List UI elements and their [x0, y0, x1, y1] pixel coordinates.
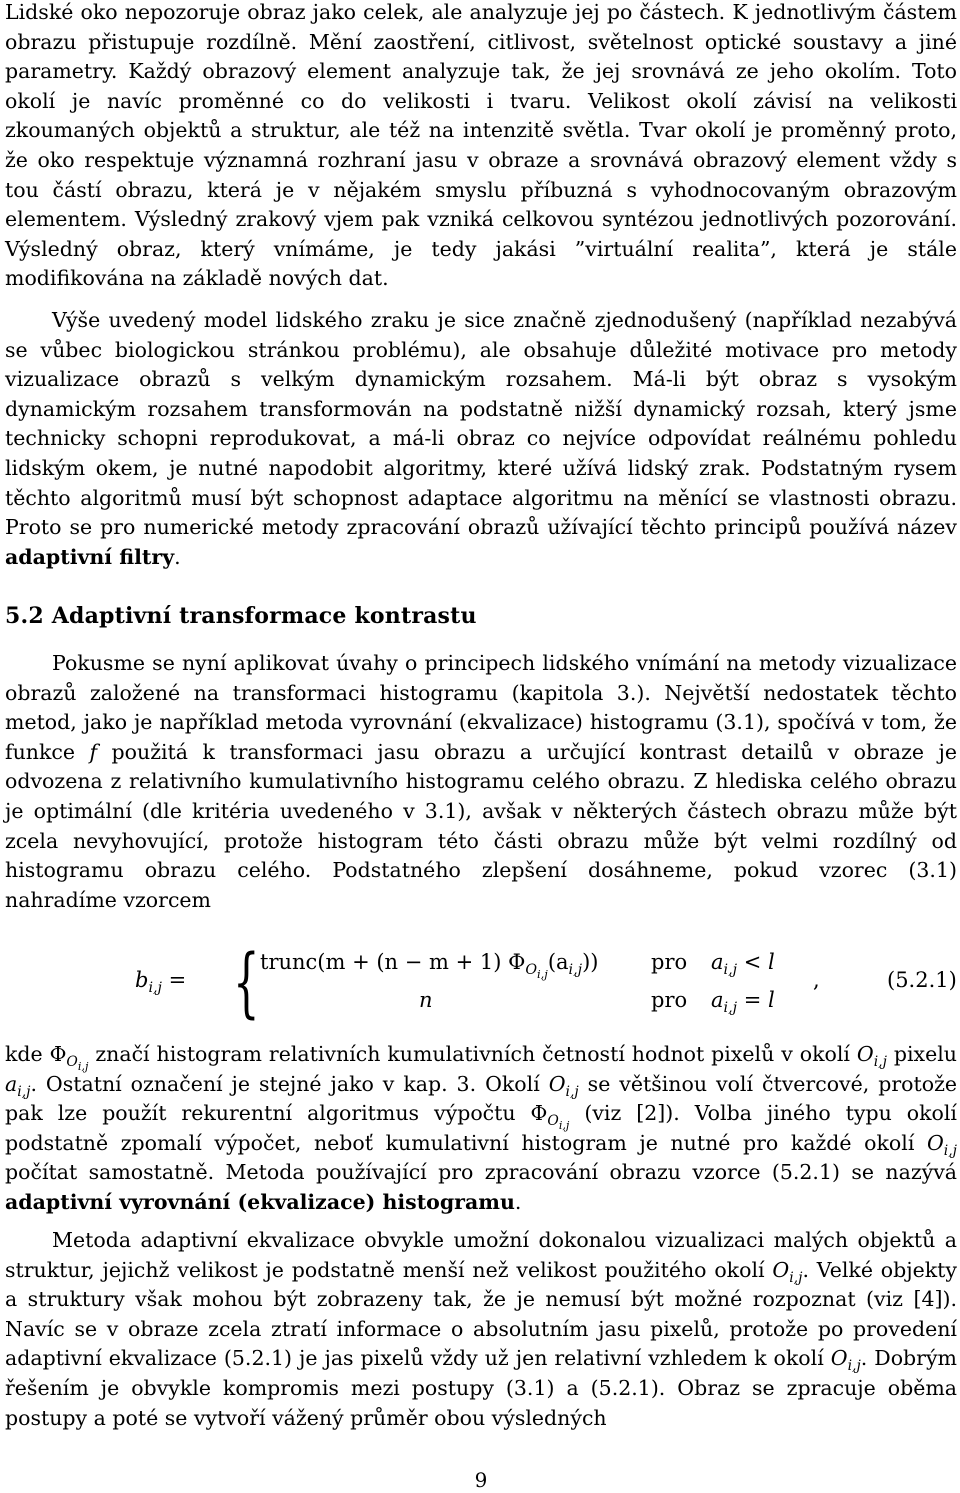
paragraph-text: . Dobrým řešením je obvykle kompromis mezi postupy (3.1) a (5.2.1). Obraz se zpracuje oběma postupy a poté se vytvoří vážený průměr obou výsledných — [5, 1346, 957, 1430]
math-a: a — [711, 950, 724, 974]
math-sub: i,j — [568, 961, 583, 978]
math-f: f — [89, 739, 98, 764]
paragraph-text: . Velké objekty a struktury však mohou být zobrazeny tak, že je nemusí být možné rozpoznat (viz [4]). Navíc se v obraze zcela ztratí informace o absolutním jasu pixelů, protože po provedení adaptivní ekvalizace (5.2.1) je jas pixelů vždy už jen relativní vzhledem k okolí — [5, 1257, 957, 1371]
case2-condition — [711, 988, 775, 1016]
math-O: O — [926, 1130, 944, 1155]
case2-expression: n — [419, 988, 433, 1012]
math-sub: i,j — [789, 1269, 803, 1286]
math-sub: i,j — [723, 999, 738, 1016]
math-sub: i,j — [17, 1083, 31, 1100]
paragraph-model-of-vision — [5, 306, 957, 572]
math-sub — [525, 961, 548, 981]
math-sub: i,j — [943, 1142, 957, 1159]
math-a: a — [711, 988, 724, 1012]
section-heading: 5.2 Adaptivní transformace kontrastu — [5, 603, 477, 629]
equation-lhs — [135, 968, 187, 996]
math-O: O — [548, 1071, 566, 1096]
math-sub: i,j — [565, 1083, 579, 1100]
paragraph-text: značí histogram relativních kumulativních četností hodnot pixelů v okolí — [88, 1042, 857, 1066]
case1-expression — [260, 950, 599, 981]
paragraph-adaptive-method — [5, 1226, 957, 1433]
math-sub: i,j — [723, 961, 738, 978]
paragraph-end: . — [174, 544, 181, 569]
equation-comma: , — [813, 968, 820, 992]
math-subsub: i,j — [77, 1059, 89, 1073]
math-sub-O: O — [525, 961, 538, 978]
term-adaptive-equalization: adaptivní vyrovnání (ekvalizace) histogramu — [5, 1189, 515, 1214]
math-b: b — [135, 968, 149, 992]
paragraph-text: . Ostatní označení je stejné jako v kap. 3. Okolí — [30, 1071, 549, 1096]
case1-condition — [711, 950, 775, 978]
math-sub-O: O — [547, 1113, 559, 1130]
paragraph-human-eye: Lidské oko nepozoruje obraz jako celek, ale analyzuje jej po částech. K jednotlivým částem obrazu přistupuje rozdílně. Mění zaostření, citlivost, světelnost optické soustavy a jiné parametry. Každý obrazový element analyzuje tak, že jej srovnává ze jeho okolím. Toto okolí je navíc proměnné co do velikosti i tvaru. Velikost okolí závisí na velikosti zkoumaných objektů a struktur, ale též na intenzitě světla. Tvar okolí je proměnný proto, že oko respektuje významná rozhraní jasu v obraze a srovnává obrazový element vždy s tou částí obrazu, která je v nějakém smyslu příbuzná s vyhodnocovaným obrazovým elementem. Výsledný zrakový vjem pak vzniká celkovou syntézou jednotlivých pozorování. Výsledný obraz, který vnímáme, je tedy jakási ”virtuální realita”, která je stále modifikována na základě nových dat. — [5, 0, 957, 291]
paragraph-histogram-transform — [5, 649, 957, 915]
math-O: O — [772, 1257, 790, 1282]
math-O: O — [856, 1042, 874, 1066]
math-close: )) — [582, 950, 599, 974]
equation-5-2-1 — [5, 937, 957, 1026]
paragraph-end: . — [514, 1189, 522, 1214]
math-sub-O: O — [66, 1053, 78, 1070]
math-expr: trunc(m + (n − m + 1) Φ — [260, 950, 526, 974]
paragraph-text: pixelu — [886, 1042, 957, 1066]
equation-number: (5.2.1) — [887, 968, 957, 992]
math-sub: i,j — [847, 1358, 861, 1375]
math-a: a — [5, 1071, 18, 1096]
math-O: O — [830, 1346, 848, 1371]
math-subsub: i,j — [558, 1118, 570, 1132]
left-brace: { — [233, 937, 260, 1026]
math-tail: (a — [547, 950, 569, 974]
math-relation: < l — [737, 950, 775, 974]
paragraph-text: Výše uvedený model lidského zraku je sice značně zjednodušený (například nezabývá se vůbec biologickou stránkou problému), ale obsahuje důležité motivace pro metody vizualizace obrazů s velkým dynamickým rozsahem. Má-li být obraz s vysokým dynamickým rozsahem transformován na podstatně nižší dynamický rozsah, který jsme technicky schopni reprodukovat, a má-li obraz co nejvíce odpovídat reálnému pohledu lidským okem, je nutné napodobit algoritmy, které užívá lidský zrak. Podstatným rysem těchto algoritmů musí být schopnost adaptace algoritmu na měnící se vlastnosti obrazu. Proto se pro numerické metody zpracování obrazů užívající těchto principů používá název — [5, 308, 957, 540]
math-relation: = l — [737, 988, 775, 1012]
math-subsub: i,j — [537, 966, 548, 981]
paragraph-text: počítat samostatně. Metoda používající pro zpracování obrazu vzorce (5.2.1) se nazývá — [5, 1160, 957, 1185]
math-sub: i,j — [873, 1053, 887, 1070]
paragraph-text: Metoda adaptivní ekvalizace obvykle umožní dokonalou vizualizaci malých objektů a struktur, jejichž velikost je podstatně menší než velikost použitého okolí — [5, 1228, 957, 1282]
case2-pro: pro — [651, 988, 688, 1012]
page-number: 9 — [474, 1468, 488, 1492]
paragraph-text: kde Φ — [5, 1042, 67, 1066]
paragraph-text: Pokusme se nyní aplikovat úvahy o principech lidského vnímání na metody vizualizace obrazů založené na transformaci histogramu (kapitola 3.). Největší nedostatek těchto metod, jako je například metoda vyrovnání (ekvalizace) histogramu (3.1), spočívá v tom, že funkce — [5, 651, 957, 764]
paragraph-text: (viz [2]). Volba jiného typu okolí podstatně zpomalí výpočet, neboť kumulativní histogram je nutné pro každé okolí — [5, 1101, 957, 1155]
case1-pro: pro — [651, 950, 688, 974]
term-adaptive-filters: adaptivní filtry — [5, 544, 175, 569]
math-sub — [66, 1053, 89, 1073]
equals-sign: = — [161, 968, 187, 992]
paragraph-text: se většinou volí čtvercové, protože pak lze použít rekurentní algoritmus výpočtu Φ — [5, 1071, 958, 1126]
math-sub — [547, 1113, 570, 1132]
math-sub: i,j — [148, 979, 162, 996]
paragraph-where-phi — [5, 1040, 957, 1218]
paragraph-text: použitá k transformaci jasu obrazu a určující kontrast detailů v obraze je odvozena z relativního kumulativního histogramu celého obrazu. Z hlediska celého obrazu je optimální (dle kritéria uvedeného v 3.1), avšak v některých částech obrazu může být zcela nevyhovující, protože histogram této části obrazu může být velmi rozdílný od histogramu obrazu celého. Podstatného zlepšení dosáhneme, pokud vzorec (3.1) nahradíme vzorcem — [5, 739, 957, 912]
